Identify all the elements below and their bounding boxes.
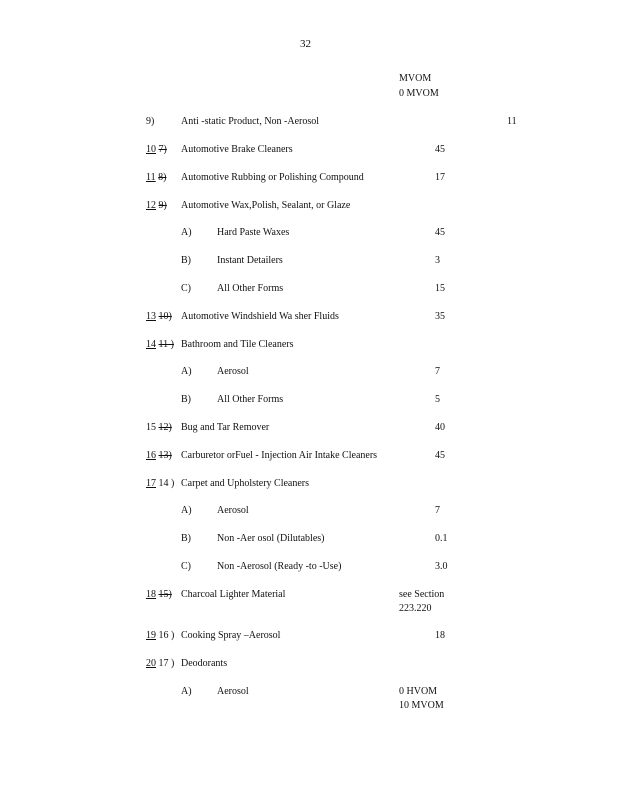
item-label: Carburetor orFuel - Injection Air Intake Cleaners [181, 450, 378, 461]
item-number [146, 311, 172, 323]
new-number: 12 [146, 200, 156, 211]
item-number [146, 422, 172, 434]
item-label: Non -Aer osol (Dilutables) [217, 533, 325, 544]
item-value: 17 [435, 172, 445, 183]
sub-item-letter: C) [181, 561, 191, 572]
item-value: 7 [435, 505, 440, 516]
new-number: 18 [146, 589, 156, 600]
old-number: 15) [158, 589, 172, 600]
item-label: Deodorants [181, 658, 228, 669]
new-number: 20 [146, 658, 156, 669]
item-number: 9) [146, 116, 155, 127]
item-value: 11 [507, 116, 517, 127]
item-number [146, 200, 167, 212]
sub-item-letter: A) [181, 505, 192, 516]
item-label: Non -Aerosol (Ready -to -Use) [217, 561, 342, 572]
item-value: see Section [399, 589, 445, 600]
new-number: 11 [146, 172, 156, 183]
item-number [146, 589, 172, 601]
old-number: 17 ) [158, 658, 175, 669]
item-value: 40 [435, 422, 445, 433]
item-label: All Other Forms [217, 283, 284, 294]
item-label: Automotive Brake Cleaners [181, 144, 293, 155]
item-label: Bathroom and Tile Cleaners [181, 339, 294, 350]
new-number: 14 [146, 339, 156, 350]
item-label: Aerosol [217, 366, 249, 377]
item-number [146, 658, 174, 670]
item-label: Aerosol [217, 505, 249, 516]
new-number: 10 [146, 144, 156, 155]
item-number [146, 478, 174, 490]
item-number [146, 339, 174, 351]
old-number: 14 ) [158, 478, 175, 489]
new-number: 13 [146, 311, 156, 322]
item-number [146, 144, 167, 156]
column-header-line2: 0 MVOM [399, 88, 439, 99]
item-label: Charcoal Lighter Material [181, 589, 286, 600]
item-value-line2: 223.220 [399, 603, 432, 614]
item-value: 3.0 [435, 561, 448, 572]
old-number: 7) [158, 144, 167, 155]
item-value: 5 [435, 394, 440, 405]
item-value-line2: 10 MVOM [399, 700, 444, 711]
sub-item-letter: A) [181, 686, 192, 697]
item-label: Hard Paste Waxes [217, 227, 290, 238]
item-label: Cooking Spray –Aerosol [181, 630, 281, 641]
item-label: Instant Detailers [217, 255, 283, 266]
old-number: 12) [158, 422, 172, 433]
page-number: 32 [300, 38, 311, 50]
item-value: 45 [435, 450, 445, 461]
sub-item-letter: B) [181, 394, 191, 405]
item-label: Bug and Tar Remover [181, 422, 270, 433]
item-label: All Other Forms [217, 394, 284, 405]
sub-item-letter: B) [181, 533, 191, 544]
old-number: 9) [158, 200, 167, 211]
item-value: 45 [435, 227, 445, 238]
new-number: 19 [146, 630, 156, 641]
old-number: 10) [158, 311, 172, 322]
item-label: Automotive Rubbing or Polishing Compound [181, 172, 364, 183]
item-value: 18 [435, 630, 445, 641]
old-number: 16 ) [158, 630, 175, 641]
item-label: Automotive Wax,Polish, Sealant, or Glaze [181, 200, 351, 211]
old-number: 11 ) [158, 339, 174, 350]
new-number: 17 [146, 478, 156, 489]
item-label: Automotive Windshield Wa sher Fluids [181, 311, 339, 322]
item-label: Aerosol [217, 686, 249, 697]
item-label: Carpet and Upholstery Cleaners [181, 478, 310, 489]
item-number [146, 172, 166, 184]
item-value: 35 [435, 311, 445, 322]
old-number: 13) [158, 450, 172, 461]
sub-item-letter: A) [181, 227, 192, 238]
old-number: 8) [158, 172, 167, 183]
sub-item-letter: C) [181, 283, 191, 294]
sub-item-letter: B) [181, 255, 191, 266]
item-value: 3 [435, 255, 440, 266]
column-header-line1: MVOM [399, 73, 432, 84]
new-number: 15 [146, 422, 156, 433]
new-number: 16 [146, 450, 156, 461]
item-value: 15 [435, 283, 445, 294]
item-number [146, 450, 172, 462]
item-value: 7 [435, 366, 440, 377]
item-value: 45 [435, 144, 445, 155]
sub-item-letter: A) [181, 366, 192, 377]
item-number [146, 630, 174, 642]
item-label: Anti -static Product, Non -Aerosol [181, 116, 320, 127]
item-value: 0 HVOM [399, 686, 438, 697]
item-value: 0.1 [435, 533, 448, 544]
